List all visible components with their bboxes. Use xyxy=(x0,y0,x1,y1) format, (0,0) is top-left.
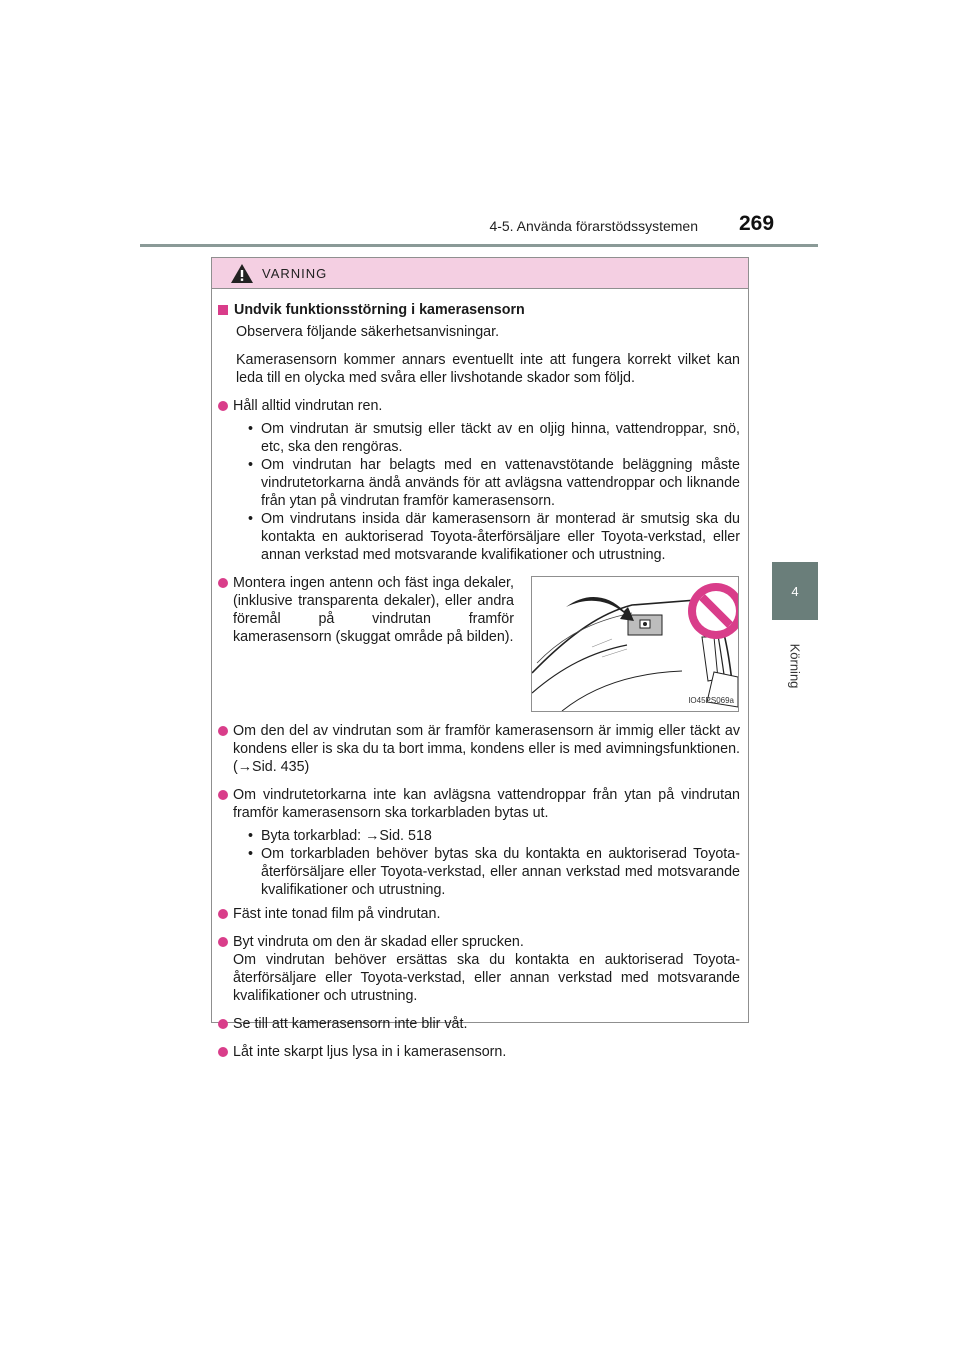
warning-body xyxy=(212,289,748,1061)
list-item xyxy=(218,397,740,564)
section-title: 4-5. Använda förarstödssystemen xyxy=(489,218,698,234)
list-item-text: Om vindrutan behöver ersättas ska du kontakta en auktoriserad Toyota-återförsäljare eller Toyota-verkstad, eller annan verkstad med motsvarande kvalifikationer och utrustning. xyxy=(233,952,740,1004)
list-item xyxy=(218,1015,740,1033)
header-rule xyxy=(140,244,818,247)
warning-title: VARNING xyxy=(262,265,328,281)
warning-header xyxy=(212,258,748,289)
sub-list-item: • Byta torkarblad: →Sid. 518 xyxy=(248,828,432,844)
list-item xyxy=(218,574,514,646)
warning-triangle-icon xyxy=(230,263,254,284)
intro-text-2: Kamerasensorn kommer annars eventuellt inte att fungera korrekt vilket kan leda till en olycka med svåra eller livshotande skador som följd. xyxy=(236,352,740,386)
sub-list-item: • Om vindrutan har belagts med en vattenavstötande beläggning måste vindrutetorkarna ändå används för att avlägsna vattendroppar och liknande från ytan på vindrutan framför kamerasensorn. xyxy=(248,457,740,509)
windshield-illustration xyxy=(532,577,738,711)
figure-code: IO45PS069a xyxy=(688,696,734,705)
list-item-text: Byt vindruta om den är skadad eller sprucken. xyxy=(233,934,524,950)
warning-section-title: Undvik funktionsstörning i kamerasensorn xyxy=(234,302,525,318)
list-item xyxy=(218,1043,740,1061)
circle-bullet-icon xyxy=(218,790,228,800)
chapter-tab: 4 xyxy=(772,562,818,620)
figure-row xyxy=(218,574,740,714)
list-item-text: Håll alltid vindrutan ren. xyxy=(233,398,383,414)
sub-list-item: • Om vindrutan är smutsig eller täckt av en oljig hinna, vattendroppar, snö, etc, ska den rengöras. xyxy=(248,421,740,455)
sub-list-item: • Om vindrutans insida där kamerasensorn är monterad är smutsig ska du kontakta en auktoriserad Toyota-återförsäljare eller Toyota-verkstad, eller annan verkstad med motsvarande kvalifikationer och utrustning. xyxy=(248,511,740,563)
circle-bullet-icon xyxy=(218,909,228,919)
warning-section-heading xyxy=(218,301,740,319)
intro-text-1: Observera följande säkerhetsanvisningar. xyxy=(236,324,500,340)
list-item-text: Låt inte skarpt ljus lysa in i kamerasensorn. xyxy=(233,1044,507,1060)
sub-list xyxy=(233,420,740,564)
circle-bullet-icon xyxy=(218,401,228,411)
circle-bullet-icon xyxy=(218,578,228,588)
list-item-text: Montera ingen antenn och fäst inga dekaler, (inklusive transparenta dekaler), eller andra föremål på vindrutan framför kamerasensorn (skuggat område på bilden). xyxy=(233,575,514,645)
list-item xyxy=(218,722,740,776)
circle-bullet-icon xyxy=(218,1047,228,1057)
list-item xyxy=(218,905,740,923)
list-item-text: Om vindrutetorkarna inte kan avlägsna vattendroppar från ytan på vindrutan framför kamerasensorn ska torkarbladen bytas ut. xyxy=(233,787,740,821)
page-number: 269 xyxy=(739,212,775,235)
windshield-camera-illustration xyxy=(531,576,739,712)
list-item-text: Se till att kamerasensorn inte blir våt. xyxy=(233,1016,468,1032)
sub-list-item: • Om torkarbladen behöver bytas ska du kontakta en auktoriserad Toyota-återförsäljare eller Toyota-verkstad, eller annan verkstad med motsvarande kvalifikationer och utrustning. xyxy=(248,846,740,898)
circle-bullet-icon xyxy=(218,937,228,947)
warning-box xyxy=(211,257,749,1060)
circle-bullet-icon xyxy=(218,1019,228,1029)
sub-list xyxy=(233,827,740,899)
list-item-text: Fäst inte tonad film på vindrutan. xyxy=(233,906,441,922)
list-item xyxy=(218,786,740,899)
square-bullet-icon xyxy=(218,305,228,315)
list-item-text: Om den del av vindrutan som är framför kamerasensorn är immig eller täckt av kondens eller is ska du ta bort imma, kondens eller is med avimningsfunktionen. (→Sid. 435) xyxy=(233,723,740,775)
page-header xyxy=(0,0,960,250)
list-item xyxy=(218,933,740,1005)
chapter-label: Körning xyxy=(787,643,803,689)
circle-bullet-icon xyxy=(218,726,228,736)
